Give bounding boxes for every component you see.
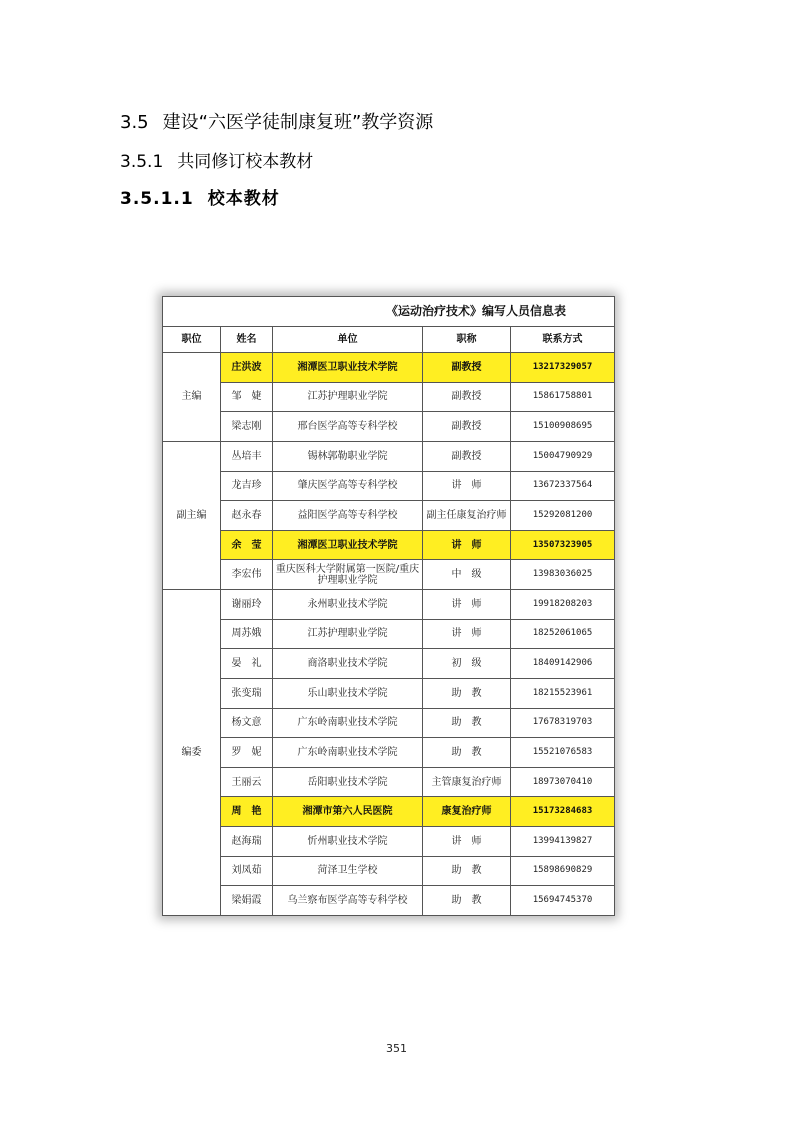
unit-cell: 广东岭南职业技术学院 [273,738,423,768]
table-row [163,530,615,560]
phone-cell: 13217329057 [511,353,615,383]
title-cell: 中 级 [423,560,511,590]
section-number: 3.5.1.1 [120,189,194,209]
table-row [163,590,615,620]
name-cell: 龙吉珍 [221,471,273,501]
name-cell: 刘凤茹 [221,856,273,886]
role-cell: 主编 [163,353,221,442]
title-cell: 副教授 [423,382,511,412]
unit-cell: 岳阳职业技术学院 [273,767,423,797]
name-cell: 王丽云 [221,767,273,797]
table-row [163,856,615,886]
phone-cell: 13994139827 [511,827,615,857]
name-cell: 邹 婕 [221,382,273,412]
phone-cell: 15173284683 [511,797,615,827]
table-row [163,560,615,590]
unit-cell: 广东岭南职业技术学院 [273,708,423,738]
phone-cell: 19918208203 [511,590,615,620]
name-cell: 罗 妮 [221,738,273,768]
table-row [163,441,615,471]
title-cell: 讲 师 [423,590,511,620]
phone-cell: 15898690829 [511,856,615,886]
title-cell: 讲 师 [423,827,511,857]
name-cell: 周 艳 [221,797,273,827]
phone-cell: 15004790929 [511,441,615,471]
table-row [163,471,615,501]
title-cell: 副教授 [423,353,511,383]
title-cell: 助 教 [423,886,511,916]
name-cell: 晏 礼 [221,649,273,679]
table-row [163,678,615,708]
title-cell: 讲 师 [423,471,511,501]
name-cell: 张变瑞 [221,678,273,708]
column-header-contact: 联系方式 [511,327,615,353]
name-cell: 丛培丰 [221,441,273,471]
title-cell: 副主任康复治疗师 [423,501,511,531]
table-body [163,297,615,916]
unit-cell: 锡林郭勒职业学院 [273,441,423,471]
title-cell: 讲 师 [423,530,511,560]
column-header-position: 职位 [163,327,221,353]
phone-cell: 18973070410 [511,767,615,797]
phone-cell: 13672337564 [511,471,615,501]
name-cell: 李宏伟 [221,560,273,590]
table-row [163,738,615,768]
title-cell: 助 教 [423,738,511,768]
phone-cell: 18409142906 [511,649,615,679]
section-number: 3.5.1 [120,152,164,172]
staff-table-figure [162,296,614,916]
table-row [163,649,615,679]
name-cell: 周苏娥 [221,619,273,649]
unit-cell: 湘潭医卫职业技术学院 [273,530,423,560]
phone-cell: 15292081200 [511,501,615,531]
name-cell: 谢丽玲 [221,590,273,620]
unit-cell: 乐山职业技术学院 [273,678,423,708]
title-cell: 康复治疗师 [423,797,511,827]
table-row [163,501,615,531]
table-row [163,382,615,412]
table-row [163,412,615,442]
phone-cell: 17678319703 [511,708,615,738]
unit-cell: 邢台医学高等专科学校 [273,412,423,442]
phone-cell: 13983036025 [511,560,615,590]
title-cell: 副教授 [423,441,511,471]
phone-cell: 15100908695 [511,412,615,442]
table-row [163,767,615,797]
table-row [163,797,615,827]
title-cell: 副教授 [423,412,511,442]
unit-cell: 江苏护理职业学院 [273,382,423,412]
staff-info-table [162,296,615,916]
table-row [163,886,615,916]
phone-cell: 15861758801 [511,382,615,412]
role-cell: 编委 [163,590,221,916]
table-title-row [163,297,615,327]
unit-cell: 商洛职业技术学院 [273,649,423,679]
table-row [163,619,615,649]
unit-cell: 忻州职业技术学院 [273,827,423,857]
unit-cell: 重庆医科大学附属第一医院/重庆护理职业学院 [273,560,423,590]
title-cell: 助 教 [423,678,511,708]
name-cell: 庄洪波 [221,353,273,383]
unit-cell: 湘潭医卫职业技术学院 [273,353,423,383]
unit-cell: 益阳医学高等专科学校 [273,501,423,531]
phone-cell: 15694745370 [511,886,615,916]
table-title: 《运动治疗技术》编写人员信息表 [163,297,615,327]
title-cell: 助 教 [423,856,511,886]
unit-cell: 乌兰察布医学高等专科学校 [273,886,423,916]
unit-cell: 永州职业技术学院 [273,590,423,620]
unit-cell: 肇庆医学高等专科学校 [273,471,423,501]
section-title: 建设“六医学徒制康复班”教学资源 [162,112,434,133]
table-row [163,708,615,738]
section-heading-3-5-1 [120,147,313,172]
name-cell: 梁娟霞 [221,886,273,916]
table-header-row [163,327,615,353]
unit-cell: 江苏护理职业学院 [273,619,423,649]
title-cell: 助 教 [423,708,511,738]
column-header-title: 职称 [423,327,511,353]
phone-cell: 15521076583 [511,738,615,768]
phone-cell: 18252061065 [511,619,615,649]
phone-cell: 13507323905 [511,530,615,560]
name-cell: 梁志刚 [221,412,273,442]
section-title: 共同修订校本教材 [177,152,314,172]
title-cell: 主管康复治疗师 [423,767,511,797]
unit-cell: 菏泽卫生学校 [273,856,423,886]
title-cell: 初 级 [423,649,511,679]
name-cell: 余 莹 [221,530,273,560]
section-number: 3.5 [120,112,149,133]
unit-cell: 湘潭市第六人民医院 [273,797,423,827]
table-row [163,353,615,383]
section-heading-3-5-1-1 [120,184,280,209]
title-cell: 讲 师 [423,619,511,649]
table-row [163,827,615,857]
section-heading-3-5 [120,108,433,134]
column-header-unit: 单位 [273,327,423,353]
name-cell: 赵永春 [221,501,273,531]
page-number: 351 [386,1042,407,1055]
name-cell: 杨文意 [221,708,273,738]
column-header-name: 姓名 [221,327,273,353]
section-title: 校本教材 [207,189,280,209]
phone-cell: 18215523961 [511,678,615,708]
name-cell: 赵海瑞 [221,827,273,857]
role-cell: 副主编 [163,441,221,589]
